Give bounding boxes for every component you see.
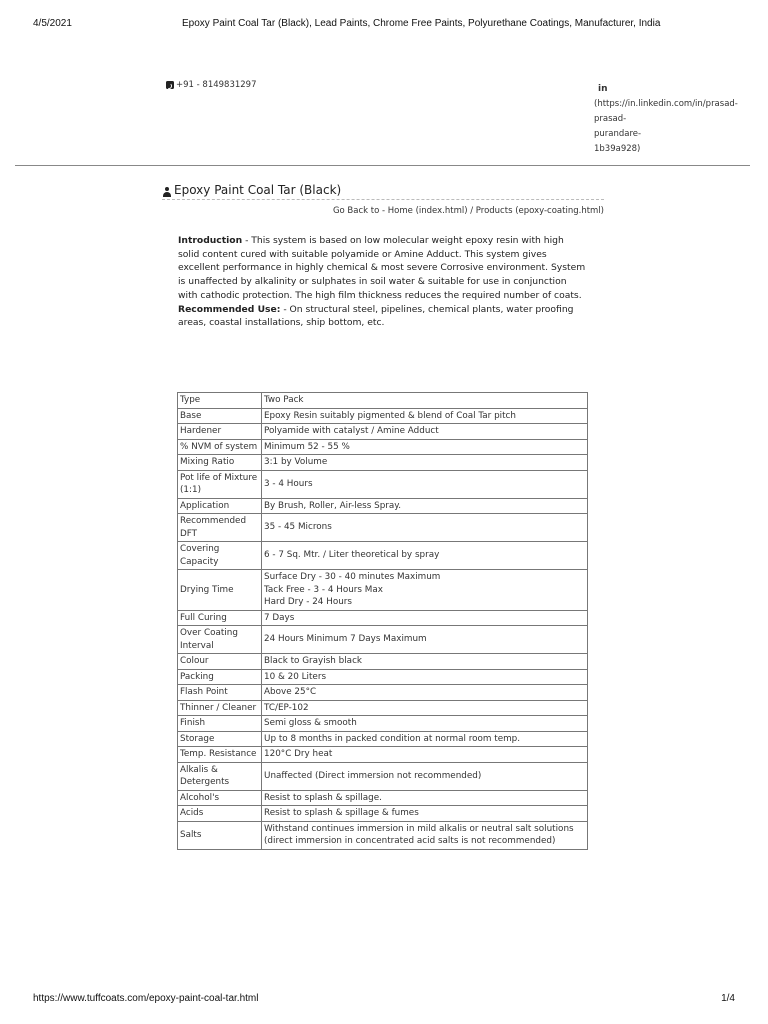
table-row <box>178 470 588 498</box>
recommended-use-label: Recommended Use: <box>178 303 281 315</box>
table-row <box>178 716 588 732</box>
table-row <box>178 393 588 409</box>
spec-key: Full Curing <box>178 610 262 626</box>
spec-value-line: Unaffected (Direct immersion not recommended) <box>264 770 482 781</box>
spec-key: Packing <box>178 669 262 685</box>
spec-key: Type <box>178 393 262 409</box>
spec-value-line: 24 Hours Minimum 7 Days Maximum <box>264 634 427 645</box>
spec-value <box>262 731 588 747</box>
spec-value-line: Resist to splash & spillage & fumes <box>264 808 419 818</box>
spec-value-line: Above 25°C <box>264 687 317 697</box>
table-row <box>178 610 588 626</box>
spec-key: Drying Time <box>178 570 262 611</box>
table-row <box>178 806 588 822</box>
spec-value <box>262 610 588 626</box>
spec-value-line: 7 Days <box>264 612 295 623</box>
linkedin-url-line: purandare- <box>594 129 642 139</box>
spec-value <box>262 654 588 670</box>
spec-value <box>262 669 588 685</box>
spec-value-line: Resist to splash & spillage. <box>264 792 382 803</box>
table-row <box>178 731 588 747</box>
spec-value <box>262 498 588 514</box>
spec-value <box>262 806 588 822</box>
top-bar <box>0 80 768 170</box>
phone-contact[interactable] <box>166 80 257 90</box>
header-divider <box>15 165 750 166</box>
spec-value-line: Withstand continues immersion in mild alkalis or neutral salt solutions (direct immersion in concentrated acid salts is not recommended) <box>264 823 574 846</box>
spec-value <box>262 408 588 424</box>
spec-key: Colour <box>178 654 262 670</box>
spec-value <box>262 542 588 570</box>
spec-table <box>177 392 588 850</box>
spec-key: Storage <box>178 731 262 747</box>
spec-value <box>262 747 588 763</box>
spec-value-line: Minimum 52 - 55 % <box>264 441 350 452</box>
spec-key: Hardener <box>178 424 262 440</box>
linkedin-url-line: prasad- <box>594 114 627 124</box>
spec-value-line: 10 & 20 Liters <box>264 671 327 682</box>
linkedin-link[interactable] <box>594 82 744 157</box>
spec-value-line: TC/EP-102 <box>264 702 309 713</box>
page-number: 1/4 <box>721 993 735 1004</box>
spec-key: Alcohol's <box>178 790 262 806</box>
print-date: 4/5/2021 <box>33 18 72 29</box>
spec-value-line: 120°C Dry heat <box>264 749 333 759</box>
spec-value <box>262 790 588 806</box>
spec-value-line: Tack Free - 3 - 4 Hours Max <box>264 584 383 595</box>
linkedin-url-line: (https://in.linkedin.com/in/prasad- <box>594 99 738 109</box>
spec-value <box>262 821 588 849</box>
spec-value <box>262 470 588 498</box>
spec-value-line: By Brush, Roller, Air-less Spray. <box>264 500 402 511</box>
spec-key: Over Coating Interval <box>178 626 262 654</box>
print-url: https://www.tuffcoats.com/epoxy-paint-coal-tar.html <box>33 993 259 1004</box>
spec-key: Mixing Ratio <box>178 455 262 471</box>
recommended-use-text: - On structural steel, pipelines, chemical plants, water proofing areas, coastal installations, ship bottom, etc. <box>178 303 574 329</box>
spec-key: % NVM of system <box>178 439 262 455</box>
spec-value <box>262 762 588 790</box>
table-row <box>178 570 588 611</box>
table-row <box>178 439 588 455</box>
table-row <box>178 626 588 654</box>
spec-value <box>262 700 588 716</box>
spec-value-line: Epoxy Resin suitably pigmented & blend of Coal Tar pitch <box>264 410 516 421</box>
spec-value <box>262 685 588 701</box>
spec-value <box>262 716 588 732</box>
spec-key: Alkalis & Detergents <box>178 762 262 790</box>
table-row <box>178 455 588 471</box>
spec-value-line: Two Pack <box>264 395 304 405</box>
spec-value-line: 35 - 45 Microns <box>264 522 332 533</box>
breadcrumb[interactable]: Go Back to - Home (index.html) / Products (epoxy-coating.html) <box>332 206 604 216</box>
intro-section <box>178 234 588 330</box>
spec-key: Salts <box>178 821 262 849</box>
spec-value <box>262 570 588 611</box>
spec-value-line: Semi gloss & smooth <box>264 718 357 728</box>
spec-value-line: 3 - 4 Hours <box>264 478 313 489</box>
table-row <box>178 685 588 701</box>
table-row <box>178 747 588 763</box>
table-row <box>178 514 588 542</box>
spec-value <box>262 439 588 455</box>
spec-value <box>262 455 588 471</box>
spec-key: Finish <box>178 716 262 732</box>
spec-value-line: 3:1 by Volume <box>264 457 328 467</box>
print-title: Epoxy Paint Coal Tar (Black), Lead Paints, Chrome Free Paints, Polyurethane Coatings, Manufacturer, India <box>182 18 661 29</box>
spec-value <box>262 393 588 409</box>
page-title-row <box>162 183 604 200</box>
table-row <box>178 762 588 790</box>
spec-key: Temp. Resistance <box>178 747 262 763</box>
spec-key: Acids <box>178 806 262 822</box>
spec-key: Base <box>178 408 262 424</box>
spec-value-line: 6 - 7 Sq. Mtr. / Liter theoretical by spray <box>264 550 440 561</box>
spec-value <box>262 424 588 440</box>
spec-value-line: Black to Grayish black <box>264 656 363 666</box>
spec-key: Flash Point <box>178 685 262 701</box>
intro-label: Introduction <box>178 235 243 246</box>
table-row <box>178 669 588 685</box>
intro-text: - This system is based on low molecular weight epoxy resin with high solid content cured with suitable polyamide or Amine Adduct. This system gives excellent performance in highly chemical & most severe Corrosive environment. System is unaffected by alkalinity or sulphates in soil water & suitable for use in conjunction with cathodic protection. The high film thickness reduces the required number of coats. <box>178 235 586 301</box>
table-row <box>178 700 588 716</box>
spec-value <box>262 514 588 542</box>
table-row <box>178 424 588 440</box>
spec-key: Thinner / Cleaner <box>178 700 262 716</box>
print-header <box>0 18 768 32</box>
spec-key: Recommended DFT <box>178 514 262 542</box>
table-row <box>178 542 588 570</box>
spec-key: Application <box>178 498 262 514</box>
print-footer <box>0 993 768 1007</box>
page-title: Epoxy Paint Coal Tar (Black) <box>174 183 342 197</box>
phone-number: +91 - 8149831297 <box>176 80 257 90</box>
linkedin-icon: in <box>598 84 608 94</box>
linkedin-url-line: 1b39a928) <box>594 144 641 154</box>
spec-key: Pot life of Mixture (1:1) <box>178 470 262 498</box>
spec-value-line: Surface Dry - 30 - 40 minutes Maximum <box>264 572 441 582</box>
table-row <box>178 498 588 514</box>
table-row <box>178 408 588 424</box>
spec-value-line: Polyamide with catalyst / Amine Adduct <box>264 426 439 436</box>
spec-key: Covering Capacity <box>178 542 262 570</box>
spec-value <box>262 626 588 654</box>
table-row <box>178 790 588 806</box>
spec-value-line: Hard Dry - 24 Hours <box>264 597 352 607</box>
spec-value-line: Up to 8 months in packed condition at normal room temp. <box>264 733 521 744</box>
person-icon <box>162 187 171 197</box>
table-row <box>178 821 588 849</box>
phone-icon <box>166 81 174 89</box>
table-row <box>178 654 588 670</box>
